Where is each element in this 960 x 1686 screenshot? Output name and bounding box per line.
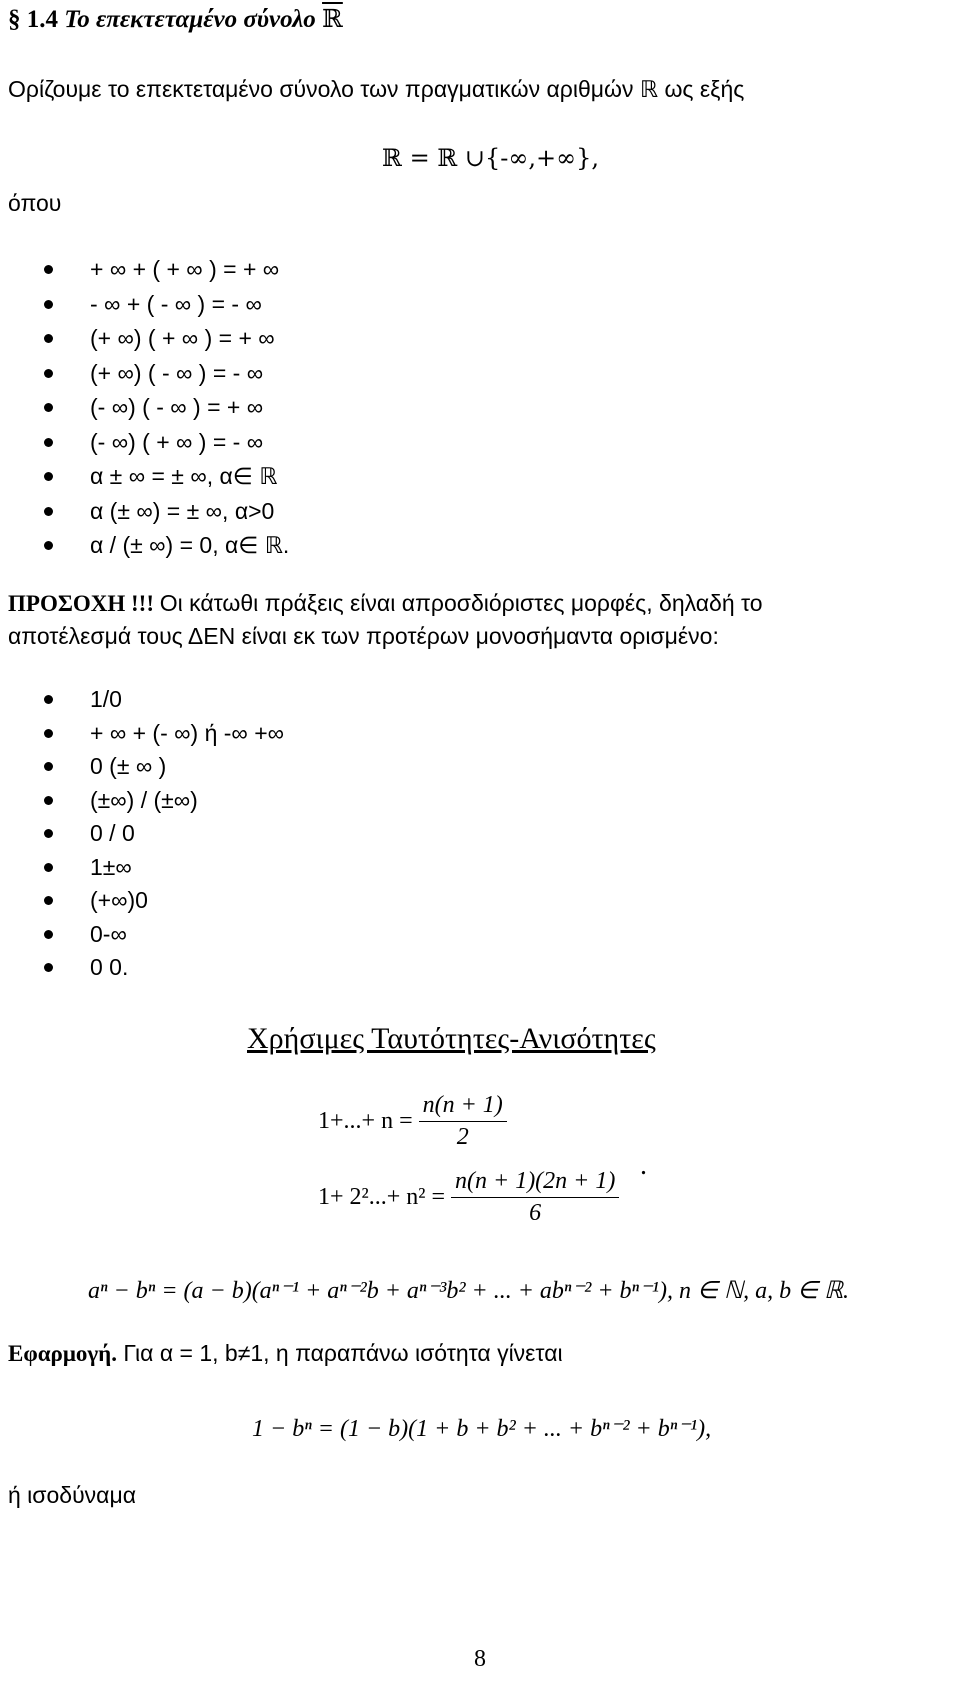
list-item: 0 / 0 <box>44 817 284 851</box>
list-item: α / (± ∞) = 0, α∈ ℝ. <box>44 528 289 563</box>
list-item: (±∞) / (±∞) <box>44 784 284 818</box>
list-item: 0 0. <box>44 951 284 985</box>
list-item: 1/0 <box>44 683 284 717</box>
equivalently-label: ή ισοδύναμα <box>8 1482 137 1508</box>
warning-label: ΠΡΟΣΟΧΗ !!! <box>8 591 154 616</box>
where-label: όπου <box>8 190 62 216</box>
identities-period: . <box>640 1150 647 1181</box>
list-item: 0-∞ <box>44 918 284 952</box>
list-item: (- ∞) ( - ∞ ) = + ∞ <box>44 390 289 425</box>
definition-equation: ℝ = ℝ ∪{-∞,+∞}, <box>382 144 599 172</box>
fraction: $\frac{n(n + 1)(2n + 1)}{6}$ <box>451 1168 619 1227</box>
list-item: (+∞)0 <box>44 884 284 918</box>
list-item: + ∞ + ( + ∞ ) = + ∞ <box>44 252 289 287</box>
application-text: Για α = 1, b≠1, η παραπάνω ισότητα γίνεται <box>116 1340 563 1366</box>
list-item: (+ ∞) ( + ∞ ) = + ∞ <box>44 321 289 356</box>
section-title <box>8 4 343 34</box>
indeterminate-forms-list <box>44 683 284 985</box>
identity-geometric: 1 − bⁿ = (1 − b)(1 + b + b² + ... + bⁿ⁻² + bⁿ⁻¹), <box>252 1416 712 1442</box>
list-item: + ∞ + (- ∞) ή -∞ +∞ <box>44 717 284 751</box>
intro-paragraph: Ορίζουμε το επεκτεταμένο σύνολο των πραγματικών αριθμών ℝ ως εξής <box>8 76 745 102</box>
list-item: α (± ∞) = ± ∞, α>0 <box>44 494 289 529</box>
application-paragraph <box>8 1340 563 1367</box>
list-item: α ± ∞ = ± ∞, α∈ ℝ <box>44 459 289 494</box>
section-title-text: Το επεκτεταμένο σύνολο <box>64 6 316 33</box>
list-item: (+ ∞) ( - ∞ ) = - ∞ <box>44 356 289 391</box>
list-item: 0 (± ∞ ) <box>44 750 284 784</box>
page-number: 8 <box>474 1646 486 1672</box>
application-label: Εφαρμογή. <box>8 1341 117 1366</box>
identity-power-difference: aⁿ − bⁿ = (a − b)(aⁿ⁻¹ + aⁿ⁻²b + aⁿ⁻³b² + ... + abⁿ⁻² + bⁿ⁻¹), n ∈ ℕ, a, b ∈ ℝ. <box>88 1278 849 1304</box>
section-symbol: ℝ <box>322 4 343 33</box>
warning-paragraph <box>8 590 954 650</box>
list-item: (- ∞) ( + ∞ ) = - ∞ <box>44 425 289 460</box>
list-item: - ∞ + ( - ∞ ) = - ∞ <box>44 287 289 322</box>
warning-text-line2: αποτέλεσμά τους ΔΕΝ είναι εκ των προτέρων μονοσήμαντα ορισμένο: <box>8 623 719 649</box>
list-item: 1±∞ <box>44 851 284 885</box>
section-number: § 1.4 <box>8 6 58 33</box>
identity-sum-squares: 1+ 2²...+ n² = $\frac{n(n + 1)(2n + 1)}{6}$ <box>318 1168 619 1227</box>
identities-heading: Χρήσιμες Ταυτότητες-Ανισότητες <box>247 1022 656 1055</box>
identity-sum: 1+...+ n = $\frac{n(n + 1)}{2}$ <box>318 1092 507 1151</box>
warning-text-line1: Οι κάτωθι πράξεις είναι απροσδιόριστες μορφές, δηλαδή το <box>159 590 763 616</box>
fraction: $\frac{n(n + 1)}{2}$ <box>419 1092 507 1151</box>
rules-list <box>44 252 289 563</box>
